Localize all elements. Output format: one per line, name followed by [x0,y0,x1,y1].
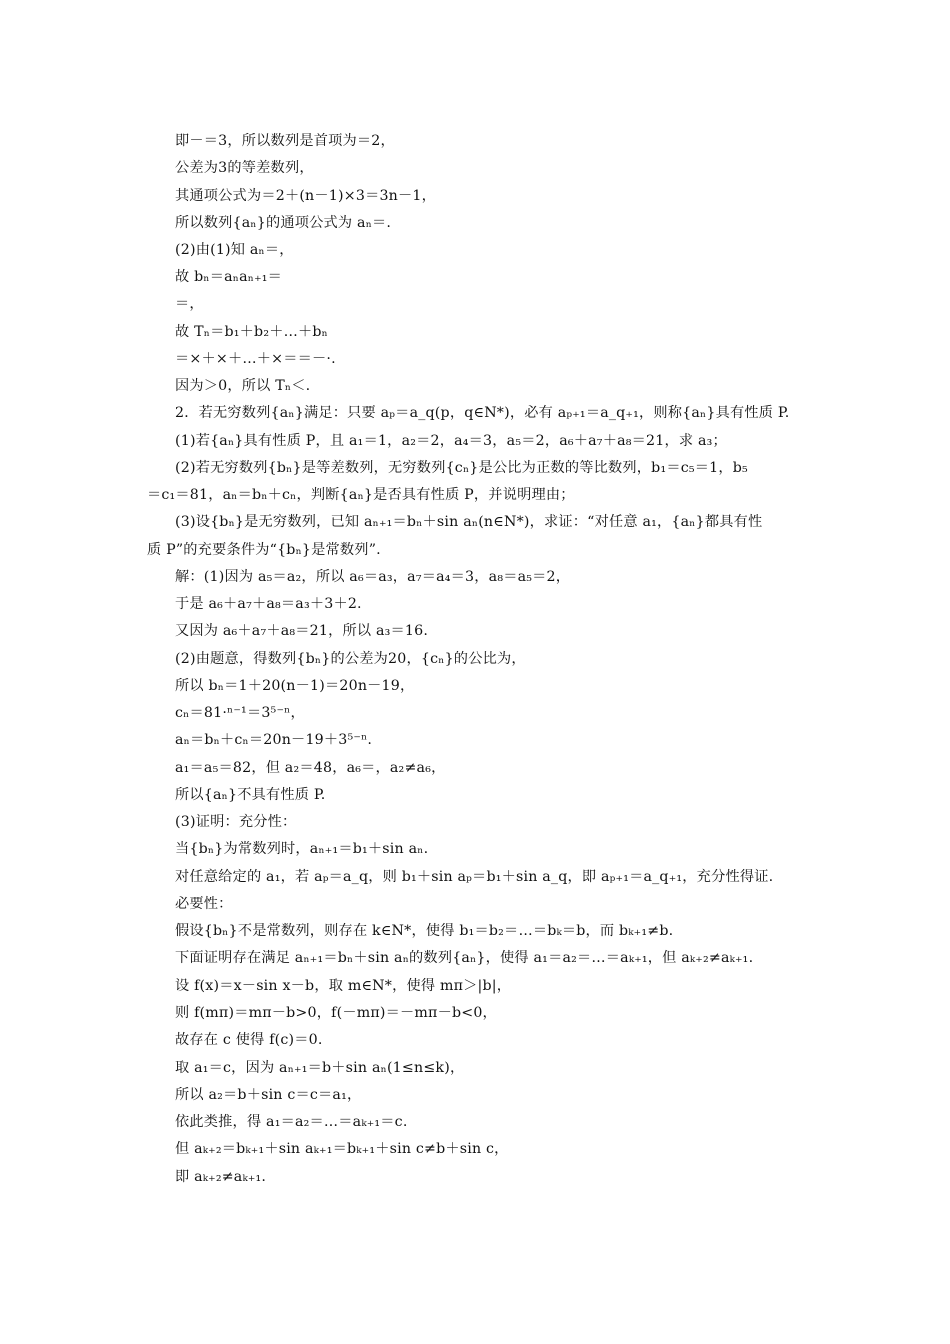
text-line: 对任意给定的 a₁，若 aₚ＝a_q，则 b₁＋sin aₚ＝b₁＋sin a_q，即 aₚ₊₁＝a_q₊₁，充分性得证. [175,869,774,885]
text-line: 故 bₙ＝aₙaₙ₊₁＝ [175,269,283,285]
text-line: ＝， [175,296,204,312]
text-line: 依此类推，得 a₁＝a₂＝…＝aₖ₊₁＝c. [175,1114,408,1130]
text-line: 故 Tₙ＝b₁＋b₂＋…＋bₙ [175,324,328,340]
text-line: (3)证明：充分性： [175,814,297,830]
text-line: (1)若{aₙ}具有性质 P，且 a₁＝1，a₂＝2，a₄＝3，a₅＝2，a₆＋a₇＋a₈＝21，求 a₃； [175,433,727,449]
text-line: 设 f(x)＝x－sin x－b，取 m∈N*，使得 mπ＞|b|， [175,978,512,994]
text-line: 2．若无穷数列{aₙ}满足：只要 aₚ＝a_q(p，q∈N*)，必有 aₚ₊₁＝a_q₊₁，则称{aₙ}具有性质 P. [175,405,790,421]
text-line: 即－＝3，所以数列是首项为＝2， [175,133,395,149]
text-line: 下面证明存在满足 aₙ₊₁＝bₙ＋sin aₙ的数列{aₙ}，使得 a₁＝a₂＝…＝aₖ₊₁，但 aₖ₊₂≠aₖ₊₁. [175,950,754,966]
text-line: 则 f(mπ)＝mπ－b>0，f(－mπ)＝－mπ－b<0， [175,1005,497,1021]
text-line: 质 P”的充要条件为“{bₙ}是常数列”. [147,542,381,558]
text-line: 所以 a₂＝b＋sin c＝c＝a₁， [175,1087,362,1103]
text-line: 当{bₙ}为常数列时，aₙ₊₁＝b₁＋sin aₙ. [175,841,429,857]
text-line: 解：(1)因为 a₅＝a₂，所以 a₆＝a₃，a₇＝a₄＝3，a₈＝a₅＝2， [175,569,571,585]
text-line: 必要性： [175,896,233,912]
text-line: 但 aₖ₊₂＝bₖ₊₁＋sin aₖ₊₁＝bₖ₊₁＋sin c≠b＋sin c， [175,1141,509,1157]
text-line: 因为＞0，所以 Tₙ＜. [175,378,311,394]
text-line: 即 aₖ₊₂≠aₖ₊₁. [175,1169,267,1185]
text-line: 所以{aₙ}不具有性质 P. [175,787,326,803]
text-line: (2)由题意，得数列{bₙ}的公差为20，{cₙ}的公比为， [175,651,526,667]
text-line: 假设{bₙ}不是常数列，则存在 k∈N*，使得 b₁＝b₂＝…＝bₖ＝b，而 bₖ₊₁≠b. [175,923,674,939]
text-line: (2)由(1)知 aₙ＝， [175,242,294,258]
text-line: 取 a₁＝c，因为 aₙ₊₁＝b＋sin aₙ(1≤n≤k)， [175,1060,465,1076]
text-line: 所以数列{aₙ}的通项公式为 aₙ＝. [175,215,392,231]
text-line: a₁＝a₅＝82，但 a₂＝48，a₆＝，a₂≠a₆， [175,760,446,776]
text-line: ＝×＋×＋…＋×＝＝－·. [175,351,336,367]
text-line: 故存在 c 使得 f(c)＝0. [175,1032,323,1048]
text-line: cₙ＝81·ⁿ⁻¹＝3⁵⁻ⁿ， [175,705,305,721]
text-line: 所以 bₙ＝1＋20(n－1)＝20n－19， [175,678,415,694]
text-line: 又因为 a₆＋a₇＋a₈＝21，所以 a₃＝16. [175,623,429,639]
text-line: 公差为3的等差数列， [175,160,314,176]
text-line: 其通项公式为＝2＋(n－1)×3＝3n－1， [175,188,437,204]
text-line: aₙ＝bₙ＋cₙ＝20n－19＋3⁵⁻ⁿ. [175,732,373,748]
text-line: ＝c₁＝81，aₙ＝bₙ＋cₙ，判断{aₙ}是否具有性质 P，并说明理由； [147,487,575,503]
text-line: (3)设{bₙ}是无穷数列，已知 aₙ₊₁＝bₙ＋sin aₙ(n∈N*)，求证：“对任意 a₁，{aₙ}都具有性 [175,514,763,530]
text-line: (2)若无穷数列{bₙ}是等差数列，无穷数列{cₙ}是公比为正数的等比数列，b₁＝c₅＝1，b₅ [175,460,748,476]
text-line: 于是 a₆＋a₇＋a₈＝a₃＋3＋2. [175,596,362,612]
